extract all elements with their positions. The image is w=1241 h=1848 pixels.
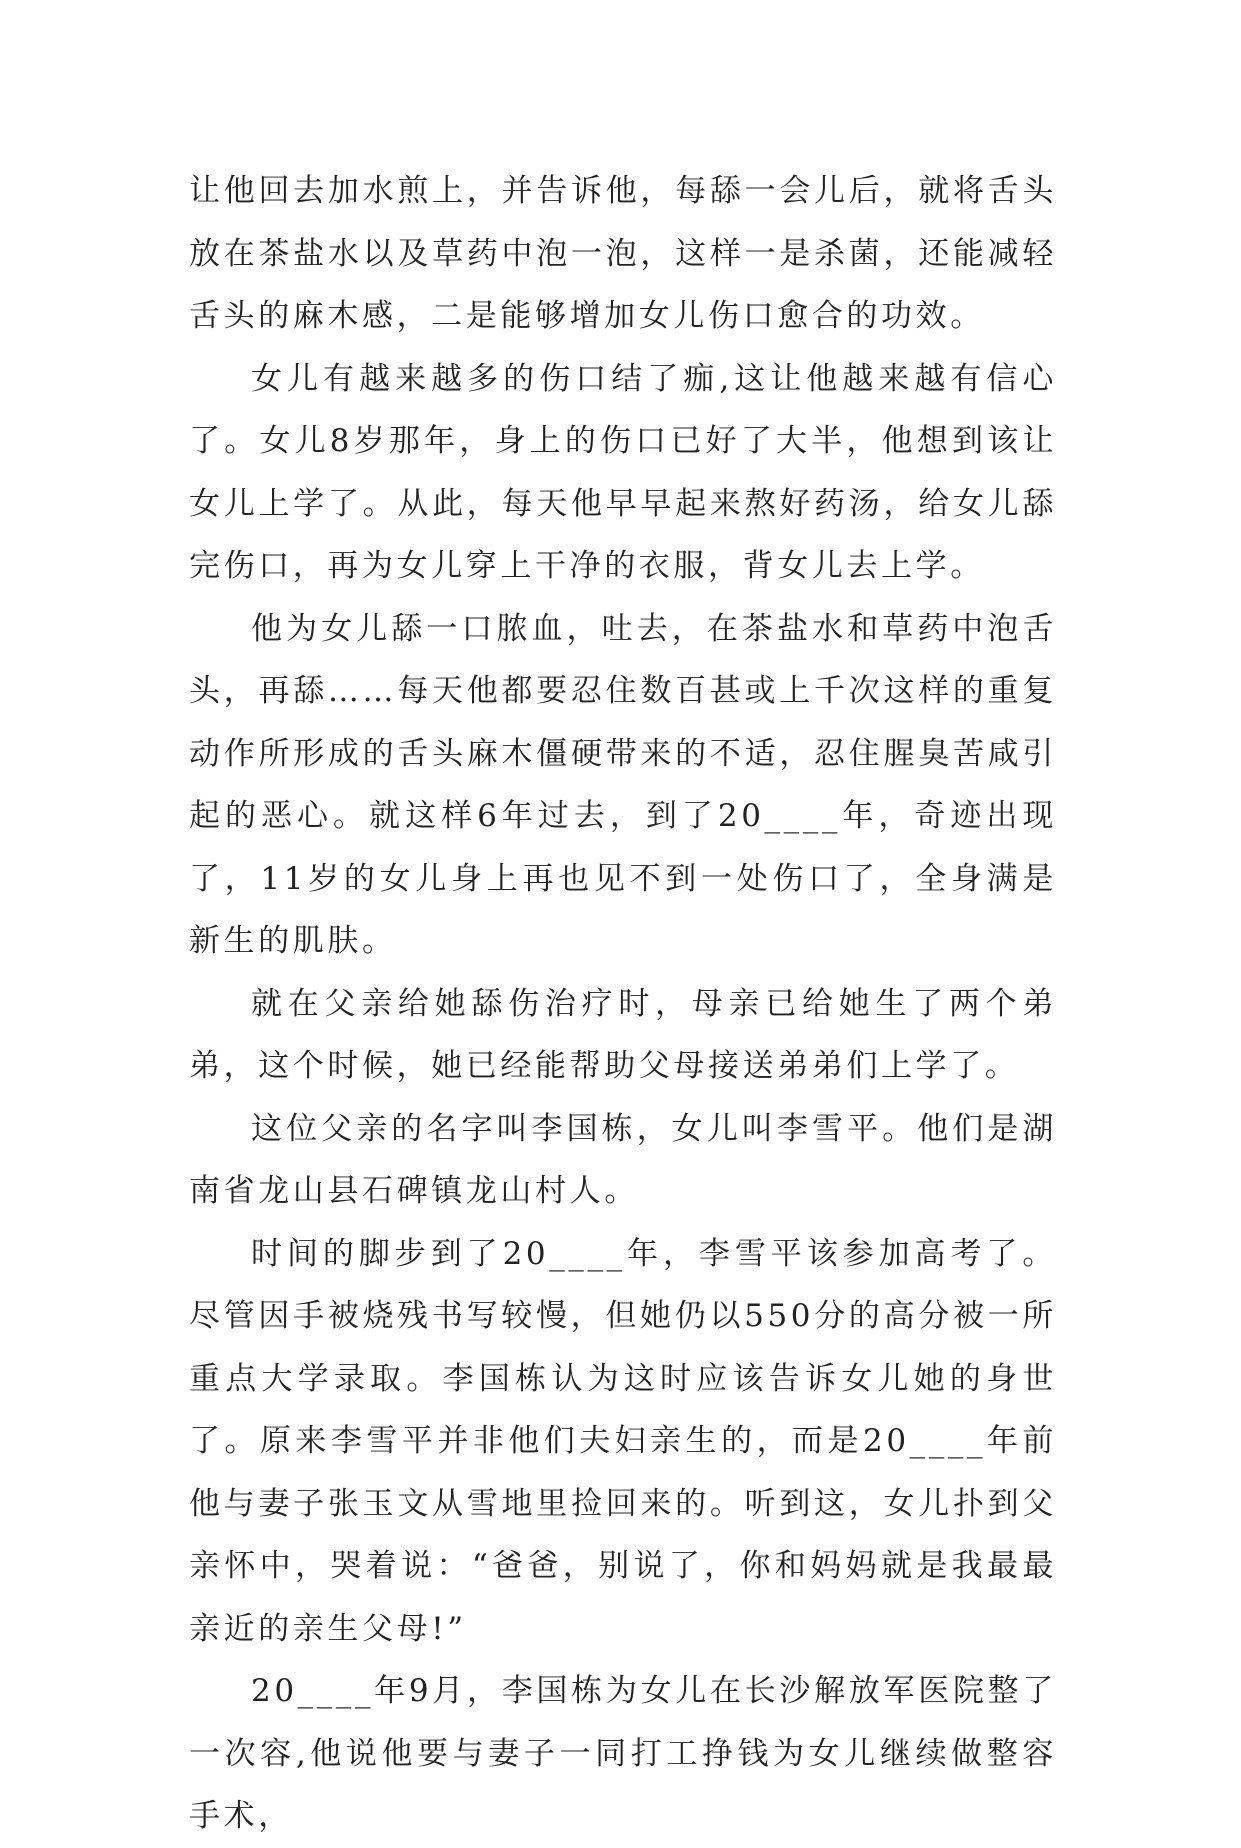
- paragraph-6: 时间的脚步到了20____年，李雪平该参加高考了。尽管因手被烧残书写较慢，但她仍以550分的高分被一所重点大学录取。李国栋认为这时应该告诉女儿她的身世了。原来李雪平并非他们夫妇亲生的，而是20____年前他与妻子张玉文从雪地里捡回来的。听到这，女儿扑到父亲怀中，哭着说：“爸爸，别说了，你和妈妈就是我最最亲近的亲生父母!”: [189, 1235, 1057, 1647]
- document-body: [189, 160, 1057, 1848]
- paragraph-2: 女儿有越来越多的伤口结了痂,这让他越来越有信心了。女儿8岁那年，身上的伤口已好了大半，他想到该让女儿上学了。从此，每天他早早起来熬好药汤，给女儿舔完伤口，再为女儿穿上干净的衣服，背女儿去上学。: [189, 360, 1057, 584]
- paragraph-1: 让他回去加水煎上，并告诉他，每舔一会儿后，就将舌头放在茶盐水以及草药中泡一泡，这样一是杀菌，还能减轻舌头的麻木感，二是能够增加女儿伤口愈合的功效。: [189, 173, 1057, 334]
- paragraph-3: 他为女儿舔一口脓血，吐去，在茶盐水和草药中泡舌头，再舔……每天他都要忍住数百甚或上千次这样的重复动作所形成的舌头麻木僵硬带来的不适，忍住腥臭苦咸引起的恶心。就这样6年过去，到了20____年，奇迹出现了，11岁的女儿身上再也见不到一处伤口了，全身满是新生的肌肤。: [189, 610, 1057, 959]
- paragraph-5: 这位父亲的名字叫李国栋，女儿叫李雪平。他们是湖南省龙山县石碑镇龙山村人。: [189, 1110, 1057, 1209]
- paragraph-4: 就在父亲给她舔伤治疗时，母亲已给她生了两个弟弟，这个时候，她已经能帮助父母接送弟弟们上学了。: [189, 985, 1057, 1084]
- paragraph-7: 20____年9月，李国栋为女儿在长沙解放军医院整了一次容,他说他要与妻子一同打工挣钱为女儿继续做整容手术，: [189, 1673, 1057, 1834]
